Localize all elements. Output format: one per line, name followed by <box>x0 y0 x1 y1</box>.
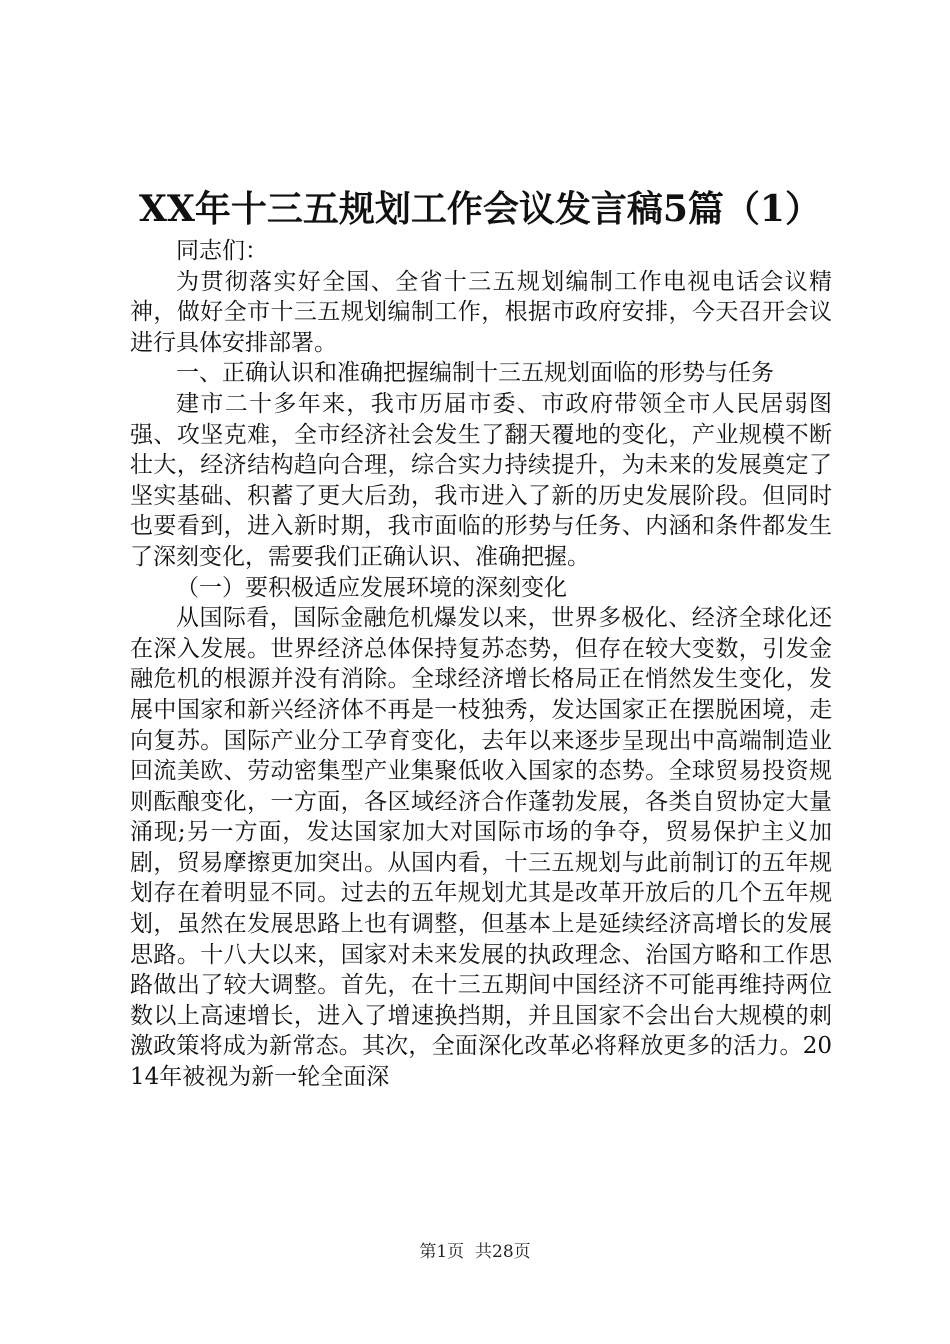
greeting-line: 同志们： <box>176 238 268 264</box>
paragraph-history: 建市二十多年来，我市历届市委、市政府带领全市人民居弱图强、攻坚克难，全市经济社会发生了翻天覆地的变化，产业规模不断壮大，经济结构趋向合理，综合实力持续提升，为未来的发展奠定了坚实基础、积蓄了更大后劲，我市进入了新的历史发展阶段。但同时也要看到，进入新时期，我市面临的形势与任务、内涵和条件都发生了深刻变化，需要我们正确认识、准确把握。 <box>130 390 832 570</box>
subsection-heading-1: （一）要积极适应发展环境的深刻变化 <box>176 574 567 601</box>
document-title: XX年十三五规划工作会议发言稿5篇（1） <box>139 188 821 230</box>
page-footer <box>0 1241 950 1263</box>
page-number: 第1页 <box>419 1242 465 1262</box>
paragraph-environment: 从国际看，国际金融危机爆发以来，世界多极化、经济全球化还在深入发展。世界经济总体保持复苏态势，但存在较大变数，引发金融危机的根源并没有消除。全球经济增长格局正在悄然发生变化，发展中国家和新兴经济体不再是一枝独秀，发达国家正在摆脱困境，走向复苏。国际产业分工孕育变化，去年以来逐步呈现出中高端制造业回流美欧、劳动密集型产业集聚低收入国家的态势。全球贸易投资规则酝酿变化，一方面，各区域经济合作蓬勃发展，各类自贸协定大量涌现;另一方面，发达国家加大对国际市场的争夺，贸易保护主义加剧，贸易摩擦更加突出。从国内看，十三五规划与此前制订的五年规划存在着明显不同。过去的五年规划尤其是改革开放后的几个五年规划，虽然在发展思路上也有调整，但基本上是延续经济高增长的发展思路。十八大以来，国家对未来发展的执政理念、治国方略和工作思路做出了较大调整。首先，在十三五期间中国经济不可能再维持两位数以上高速增长，进入了增速换挡期，并且国家不会出台大规模的刺激政策将成为新常态。其次，全面深化改革必将释放更多的活力。2014年被视为新一轮全面深 <box>130 605 832 1091</box>
section-heading-1: 一、正确认识和准确把握编制十三五规划面临的形势与任务 <box>176 360 774 387</box>
paragraph-intro: 为贯彻落实好全国、全省十三五规划编制工作电视电话会议精神，做好全市十三五规划编制工作，根据市政府安排，今天召开会议进行具体安排部署。 <box>130 268 832 356</box>
document-body <box>130 236 832 1093</box>
page-total: 共28页 <box>475 1242 531 1262</box>
